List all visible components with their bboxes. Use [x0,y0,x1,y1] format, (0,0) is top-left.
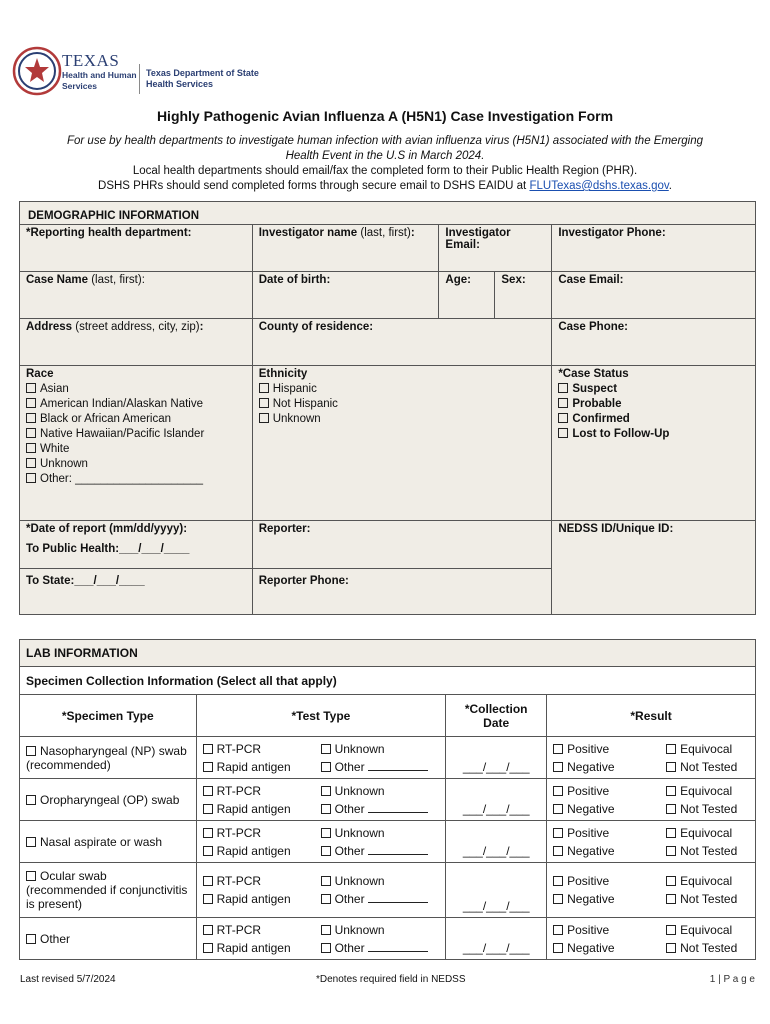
test-option-label: RT-PCR [216,783,262,798]
texas-hhs-logo [12,46,262,98]
result-option-label: Not Tested [680,801,738,816]
checkbox[interactable] [26,443,36,453]
specimen-cell[interactable] [20,779,197,821]
test-option-label: Rapid antigen [216,801,291,816]
race-option-label: Other: ____________________ [40,473,204,485]
specimen-cell[interactable] [20,863,197,918]
test-option-label: Other [334,940,365,955]
result-equivocal[interactable] [666,923,732,937]
result-not-tested[interactable] [666,802,737,816]
checkbox[interactable] [666,804,676,814]
result-negative[interactable] [553,760,666,774]
checkbox[interactable] [553,804,563,814]
test-option-label: Other [334,892,365,906]
checkbox[interactable] [26,795,36,805]
test-option-label: Rapid antigen [216,892,291,906]
test-unknown[interactable] [321,923,385,937]
race-native-hawaiian[interactable] [26,428,246,440]
footer-page: 1 | P a g e [709,974,755,985]
ethnicity-not-hispanic[interactable] [259,398,546,410]
investigator-phone-label: Investigator Phone: [558,227,666,239]
test-other[interactable] [321,941,428,955]
result-option-label: Positive [567,922,610,937]
col-result: *Result [547,695,756,737]
case-name-label: Case Name [26,274,89,286]
status-option-label: Suspect [572,383,618,395]
test-rtpcr[interactable] [203,742,321,756]
checkbox[interactable] [26,934,36,944]
checkbox[interactable] [558,413,568,423]
collection-date-field[interactable] [446,863,547,918]
result-option-label: Equivocal [680,741,733,756]
intro-line-1: For use by health departments to investigate human infection with avian influenza virus (H5N1) associated with the Emerging Health Event in the U.S in March 2024. [66,135,704,162]
checkbox[interactable] [553,786,563,796]
test-option-label: Unknown [334,874,385,888]
date-report-cell [20,521,253,569]
checkbox[interactable] [553,876,563,886]
checkbox[interactable] [203,804,213,814]
specimen-label: Other [40,931,71,946]
email-link[interactable]: FLUTexas@dshs.texas.gov [529,180,669,192]
test-option-label: RT-PCR [216,825,262,840]
checkbox[interactable] [26,837,36,847]
col-specimen: *Specimen Type [20,695,197,737]
collection-date-blank: ___/___/___ [462,760,530,774]
result-option-label: Positive [567,874,610,888]
result-option-label: Negative [567,843,615,858]
race-option-label: American Indian/Alaskan Native [40,398,203,410]
logo-texas-text: TEXAS [62,51,120,70]
result-negative[interactable] [553,844,666,858]
checkbox[interactable] [203,925,213,935]
specimen-label: Nasal aspirate or wash [40,834,163,849]
lab-row [20,737,756,779]
case-phone-label: Case Phone: [558,321,628,333]
result-positive[interactable] [553,784,666,798]
test-option-label: Unknown [334,741,385,756]
status-probable[interactable] [558,398,749,410]
result-cell [547,779,756,821]
checkbox[interactable] [26,428,36,438]
col-date: *Collection Date [446,695,547,737]
specimen-label: Nasopharyngeal (NP) swab (recommended) [26,743,187,772]
collection-date-blank: ___/___/___ [462,899,530,913]
other-blank[interactable] [368,812,428,813]
checkbox[interactable] [553,894,563,904]
checkbox[interactable] [259,413,269,423]
reporter-phone-field[interactable] [252,569,552,615]
race-option-label: Asian [40,383,69,395]
result-option-label: Not Tested [680,940,738,955]
ethnicity-hispanic[interactable] [259,383,546,395]
test-cell [196,863,446,918]
checkbox[interactable] [203,943,213,953]
checkbox[interactable] [259,398,269,408]
intro-line-3: DSHS PHRs should send completed forms through secure email to DSHS EAIDU at FLUTexas@dshs.texas.gov. [98,180,672,192]
race-option-label: Black or African American [40,413,172,425]
case-status-label: *Case Status [558,368,629,380]
checkbox[interactable] [666,744,676,754]
checkbox[interactable] [321,876,331,886]
investigator-name-label: Investigator name [258,227,358,239]
result-cell [547,918,756,960]
ethnicity-option-label: Hispanic [272,383,317,395]
intro-line-3-text: DSHS PHRs should send completed forms through secure email to DSHS EAIDU at [98,180,527,192]
result-option-label: Positive [567,783,610,798]
checkbox[interactable] [203,828,213,838]
checkbox[interactable] [321,786,331,796]
test-option-label: Rapid antigen [216,940,291,955]
test-rtpcr[interactable] [203,784,321,798]
test-option-label: Rapid antigen [216,843,291,858]
race-option-label: Native Hawaiian/Pacific Islander [40,428,205,440]
dob-field[interactable] [252,272,439,319]
test-unknown[interactable] [321,742,385,756]
reporter-label: Reporter: [258,523,311,535]
intro-text [60,134,710,194]
test-unknown[interactable] [321,784,385,798]
checkbox[interactable] [203,762,213,772]
result-equivocal[interactable] [666,742,732,756]
lab-row [20,821,756,863]
reporter-field[interactable] [252,521,552,569]
result-option-label: Not Tested [680,843,738,858]
result-option-label: Equivocal [680,825,733,840]
test-unknown[interactable] [321,874,385,888]
collection-date-field[interactable] [446,737,547,779]
date-report-label: *Date of report (mm/dd/yyyy): [26,523,188,535]
age-field[interactable] [439,272,495,319]
checkbox[interactable] [666,762,676,772]
race-cell [20,366,253,521]
checkbox[interactable] [558,383,568,393]
status-confirmed[interactable] [558,413,749,425]
checkbox[interactable] [666,828,676,838]
test-other[interactable] [321,760,428,774]
footer-revised: Last revised 5/7/2024 [20,974,116,985]
status-lost[interactable] [558,428,749,440]
checkbox[interactable] [553,762,563,772]
result-option-label: Negative [567,801,615,816]
lab-section-header: LAB INFORMATION [20,640,756,667]
result-cell [547,821,756,863]
sex-label: Sex: [501,274,526,286]
collection-date-blank: ___/___/___ [462,941,530,955]
test-other[interactable] [321,802,428,816]
result-not-tested[interactable] [666,941,737,955]
result-equivocal[interactable] [666,784,732,798]
demographic-section-header: DEMOGRAPHIC INFORMATION [20,202,756,225]
test-unknown[interactable] [321,826,385,840]
status-option-label: Probable [572,398,622,410]
collection-date-blank: ___/___/___ [462,802,530,816]
checkbox[interactable] [666,894,676,904]
checkbox[interactable] [666,786,676,796]
result-not-tested[interactable] [666,760,737,774]
test-rtpcr[interactable] [203,874,321,888]
test-option-label: Other [334,759,365,774]
status-option-label: Lost to Follow-Up [572,428,670,440]
collection-date-blank: ___/___/___ [462,844,530,858]
test-option-label: Other [334,801,365,816]
race-black[interactable] [26,413,246,425]
ethnicity-option-label: Not Hispanic [272,398,338,410]
checkbox[interactable] [26,383,36,393]
checkbox[interactable] [321,828,331,838]
test-cell [196,821,446,863]
investigator-phone-field[interactable] [552,225,756,272]
address-label: Address [26,321,73,333]
investigator-name-field[interactable]: Investigator name (last, first): [252,225,439,272]
to-public-health-field[interactable]: To Public Health:___/___/____ [26,543,190,555]
form-title: Highly Pathogenic Avian Influenza A (H5N1) Case Investigation Form [156,108,614,124]
reporting-dept-label: *Reporting health department: [26,227,192,239]
logo-dshs-text: Texas Department of State Health Services [146,68,259,89]
result-option-label: Equivocal [680,874,733,888]
demographic-table [19,201,756,615]
checkbox[interactable] [321,894,331,904]
race-label: Race [26,368,54,380]
case-email-field[interactable] [552,272,756,319]
test-rapid[interactable] [203,844,321,858]
ethnicity-unknown[interactable] [259,413,546,425]
dob-label: Date of birth: [258,274,331,286]
race-american-indian[interactable] [26,398,246,410]
checkbox[interactable] [321,762,331,772]
race-unknown[interactable] [26,458,246,470]
test-option-label: Unknown [334,825,385,840]
test-rapid[interactable] [203,760,321,774]
investigator-email-label: Investigator Email: [445,227,511,251]
specimen-cell[interactable] [20,821,197,863]
test-rapid[interactable] [203,941,321,955]
test-option-label: RT-PCR [216,874,262,888]
investigator-email-field[interactable] [439,225,552,272]
result-equivocal[interactable] [666,874,732,888]
checkbox[interactable] [26,413,36,423]
checkbox[interactable] [26,473,36,483]
checkbox[interactable] [558,428,568,438]
other-blank[interactable] [368,902,428,903]
collection-date-field[interactable] [446,779,547,821]
age-label: Age: [445,274,471,286]
result-positive[interactable] [553,742,666,756]
checkbox[interactable] [321,925,331,935]
test-rtpcr[interactable] [203,826,321,840]
test-cell [196,737,446,779]
checkbox[interactable] [26,398,36,408]
case-name-note: (last, first): [91,274,145,286]
other-blank[interactable] [368,770,428,771]
intro-line-2: Local health departments should email/fax the completed form to their Public Health Region (PHR). [132,165,638,177]
checkbox[interactable] [553,828,563,838]
checkbox[interactable] [321,846,331,856]
case-email-label: Case Email: [558,274,624,286]
reporter-phone-label: Reporter Phone: [258,575,349,587]
case-phone-field[interactable] [552,319,756,366]
checkbox[interactable] [321,943,331,953]
lab-row [20,779,756,821]
case-name-field[interactable] [20,272,253,319]
result-cell [547,863,756,918]
checkbox[interactable] [553,925,563,935]
ethnicity-option-label: Unknown [272,413,321,425]
result-positive[interactable] [553,826,666,840]
test-rtpcr[interactable] [203,923,321,937]
to-state-field[interactable]: To State:___/___/____ [20,569,253,615]
result-positive[interactable] [553,874,666,888]
address-note: (street address, city, zip) [75,321,200,333]
other-blank[interactable] [368,951,428,952]
checkbox[interactable] [666,876,676,886]
result-option-label: Positive [567,741,610,756]
result-negative[interactable] [553,802,666,816]
result-option-label: Negative [567,892,615,906]
checkbox[interactable] [203,786,213,796]
logo-hhs-text: Health and Human Services [62,70,137,91]
test-rapid[interactable] [203,892,321,906]
lab-table [19,639,756,960]
status-option-label: Confirmed [572,413,630,425]
result-option-label: Negative [567,940,615,955]
result-not-tested[interactable] [666,844,737,858]
other-blank[interactable] [368,854,428,855]
result-option-label: Not Tested [680,892,738,906]
reporting-dept-field[interactable] [20,225,253,272]
test-option-label: Unknown [334,783,385,798]
checkbox[interactable] [26,746,36,756]
test-option-label: Rapid antigen [216,759,291,774]
test-option-label: RT-PCR [216,922,262,937]
checkbox[interactable] [26,871,36,881]
specimen-label: Oropharyngeal (OP) swab [40,792,180,807]
test-option-label: Unknown [334,922,385,937]
race-other[interactable] [26,473,246,485]
result-positive[interactable] [553,923,666,937]
case-status-cell [552,366,756,521]
race-white[interactable] [26,443,246,455]
test-other[interactable] [321,844,428,858]
county-field[interactable] [252,319,552,366]
address-field[interactable]: Address (street address, city, zip): [20,319,253,366]
result-option-label: Positive [567,825,610,840]
checkbox[interactable] [26,458,36,468]
checkbox[interactable] [259,383,269,393]
test-rapid[interactable] [203,802,321,816]
result-option-label: Equivocal [680,783,733,798]
checkbox[interactable] [666,846,676,856]
checkbox[interactable] [203,744,213,754]
col-test: *Test Type [196,695,446,737]
result-option-label: Negative [567,759,615,774]
collection-date-field[interactable] [446,821,547,863]
checkbox[interactable] [553,744,563,754]
result-equivocal[interactable] [666,826,732,840]
checkbox[interactable] [321,804,331,814]
texas-seal-icon [12,46,62,96]
ethnicity-label: Ethnicity [258,368,308,380]
test-option-label: Other [334,843,365,858]
test-option-label: RT-PCR [216,741,262,756]
specimen-cell[interactable] [20,918,197,960]
lab-row [20,863,756,918]
investigator-name-note: (last, first) [360,227,411,239]
race-asian[interactable] [26,383,246,395]
sex-field[interactable] [495,272,552,319]
result-cell [547,737,756,779]
checkbox[interactable] [203,894,213,904]
race-option-label: White [40,443,70,455]
footer-required: *Denotes required field in NEDSS [316,974,466,985]
result-option-label: Not Tested [680,759,738,774]
specimen-cell[interactable] [20,737,197,779]
lab-row [20,918,756,960]
checkbox[interactable] [203,876,213,886]
status-suspect[interactable] [558,383,749,395]
checkbox[interactable] [553,846,563,856]
result-negative[interactable] [553,892,666,906]
specimen-label: Ocular swab (recommended if conjunctivitis is present) [26,869,188,911]
ethnicity-cell [252,366,552,521]
result-negative[interactable] [553,941,666,955]
result-option-label: Equivocal [680,922,733,937]
checkbox[interactable] [666,943,676,953]
test-cell [196,779,446,821]
checkbox[interactable] [321,744,331,754]
checkbox[interactable] [666,925,676,935]
race-option-label: Unknown [40,458,88,470]
collection-date-field[interactable] [446,918,547,960]
result-not-tested[interactable] [666,892,737,906]
nedss-field[interactable] [552,521,756,615]
checkbox[interactable] [203,846,213,856]
nedss-label: NEDSS ID/Unique ID: [558,523,674,535]
checkbox[interactable] [553,943,563,953]
test-other[interactable] [321,892,428,906]
county-label: County of residence: [258,321,374,333]
lab-subheader: Specimen Collection Information (Select all that apply) [20,667,756,695]
test-cell [196,918,446,960]
checkbox[interactable] [558,398,568,408]
logo-divider [139,64,140,94]
